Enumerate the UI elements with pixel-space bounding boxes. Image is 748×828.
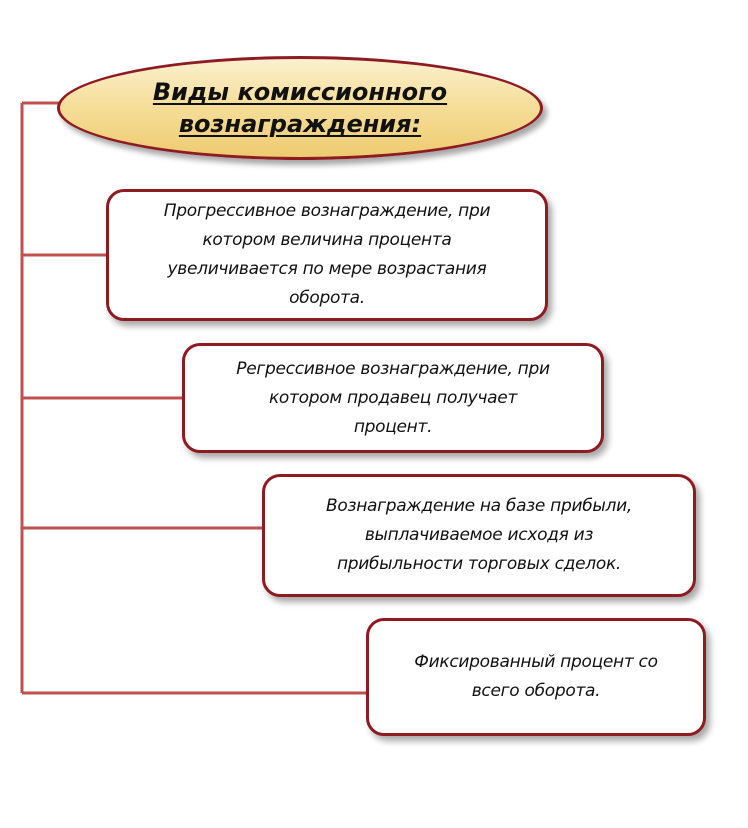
box-1-line-1: Прогрессивное вознаграждение, при — [163, 201, 491, 221]
progressive-commission-box — [106, 189, 548, 321]
box-3-line-1: Вознаграждение на базе прибыли, — [326, 496, 632, 516]
box-2-line-1: Регрессивное вознаграждение, при — [236, 358, 550, 379]
title-oval — [57, 56, 543, 160]
profit-based-commission-box — [262, 474, 696, 597]
box-4-line-1: Фиксированный процент со — [414, 652, 658, 672]
box-3-line-3: прибыльности торговых сделок. — [336, 554, 622, 574]
box-1-line-4: оборота. — [289, 288, 365, 308]
title-line-1: Виды комиссионного — [152, 78, 448, 106]
box-4-line-2: всего оборота. — [471, 681, 601, 701]
box-3-line-2: выплачиваемое исходя из — [364, 525, 594, 545]
box-2-line-3: процент. — [353, 416, 433, 437]
regressive-commission-box — [182, 343, 604, 453]
fixed-percentage-box — [366, 618, 706, 736]
box-1-line-3: увеличивается по мере возрастания — [167, 259, 487, 279]
title-line-2: вознаграждения: — [178, 110, 422, 138]
box-2-line-2: котором продавец получает — [268, 387, 518, 408]
box-1-line-2: котором величина процента — [202, 230, 452, 250]
